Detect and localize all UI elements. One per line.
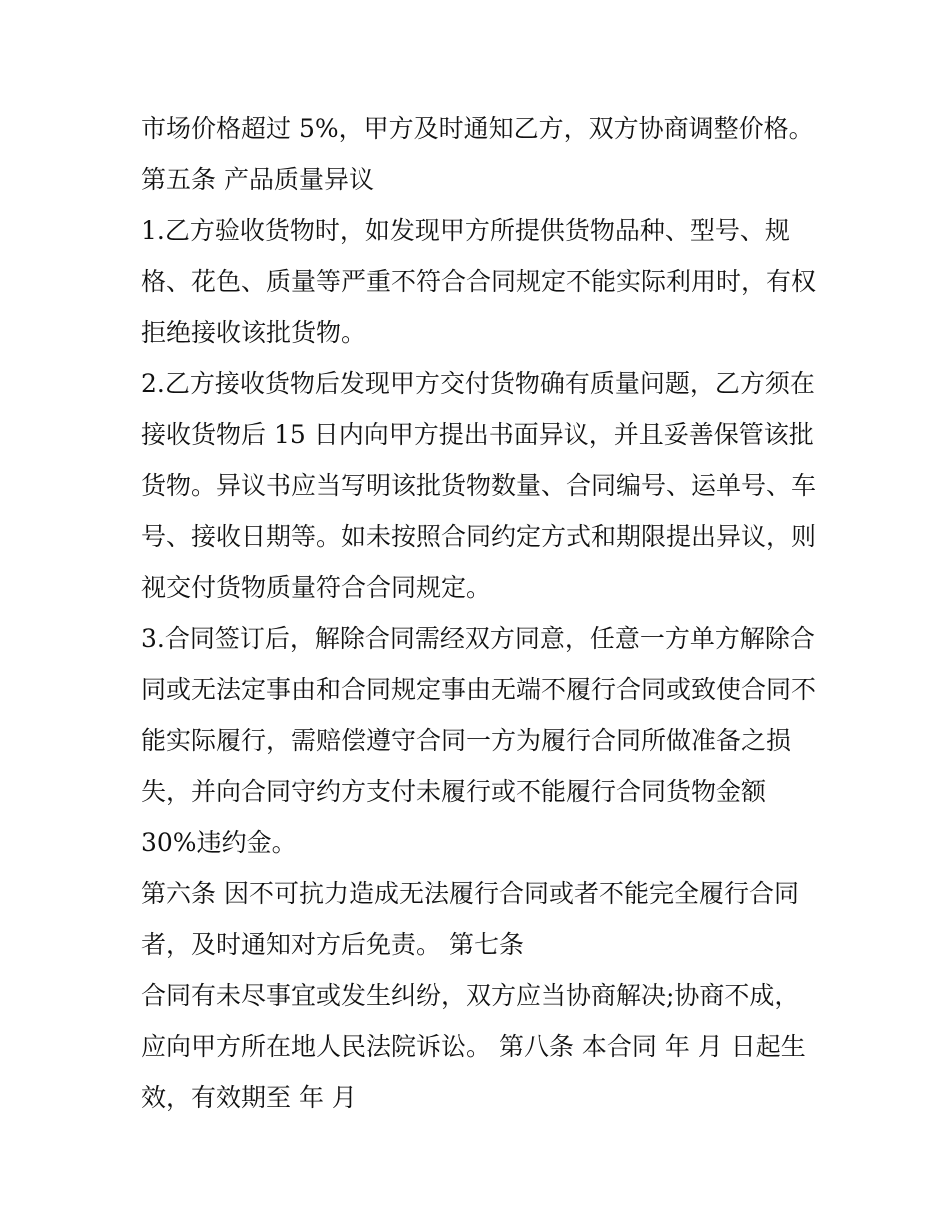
text-line: 能实际履行，需赔偿遵守合同一方为履行合同所做准备之损 — [141, 726, 792, 755]
text-line: 视交付货物质量符合合同规定。 — [141, 573, 492, 602]
text-line: 拒绝接收该批货物。 — [141, 318, 367, 347]
text-line: 2.乙方接收货物后发现甲方交付货物确有质量问题，乙方须在 — [141, 369, 815, 398]
text-line: 3.合同签订后，解除合同需经双方同意，任意一方单方解除合 — [141, 624, 815, 653]
text-line: 合同有未尽事宜或发生纠纷，双方应当协商解决;协商不成， — [141, 981, 800, 1010]
section-heading: 第五条 产品质量异议 — [141, 165, 374, 194]
text-line: 应向甲方所在地人民法院诉讼。 第八条 本合同 年 月 日起生 — [141, 1032, 806, 1061]
text-line: 格、花色、质量等严重不符合合同规定不能实际利用时，有权 — [141, 267, 817, 296]
text-line: 市场价格超过 5%，甲方及时通知乙方，双方协商调整价格。 — [141, 114, 814, 143]
text-line: 失，并向合同守约方支付未履行或不能履行合同货物金额 — [141, 777, 767, 806]
text-line: 者，及时通知对方后免责。 第七条 — [141, 930, 524, 959]
text-line: 号、接收日期等。如未按照合同约定方式和期限提出异议，则 — [141, 522, 817, 551]
section-heading: 第六条 因不可抗力造成无法履行合同或者不能完全履行合同 — [141, 879, 799, 908]
text-line: 同或无法定事由和合同规定事由无端不履行合同或致使合同不 — [141, 675, 817, 704]
text-line: 1.乙方验收货物时，如发现甲方所提供货物品种、型号、规 — [141, 216, 790, 245]
text-line: 30%违约金。 — [141, 828, 297, 857]
text-line: 接收货物后 15 日内向甲方提出书面异议，并且妥善保管该批 — [141, 420, 814, 449]
text-line: 效，有效期至 年 月 — [141, 1083, 357, 1112]
text-line: 货物。异议书应当写明该批货物数量、合同编号、运单号、车 — [141, 471, 817, 500]
